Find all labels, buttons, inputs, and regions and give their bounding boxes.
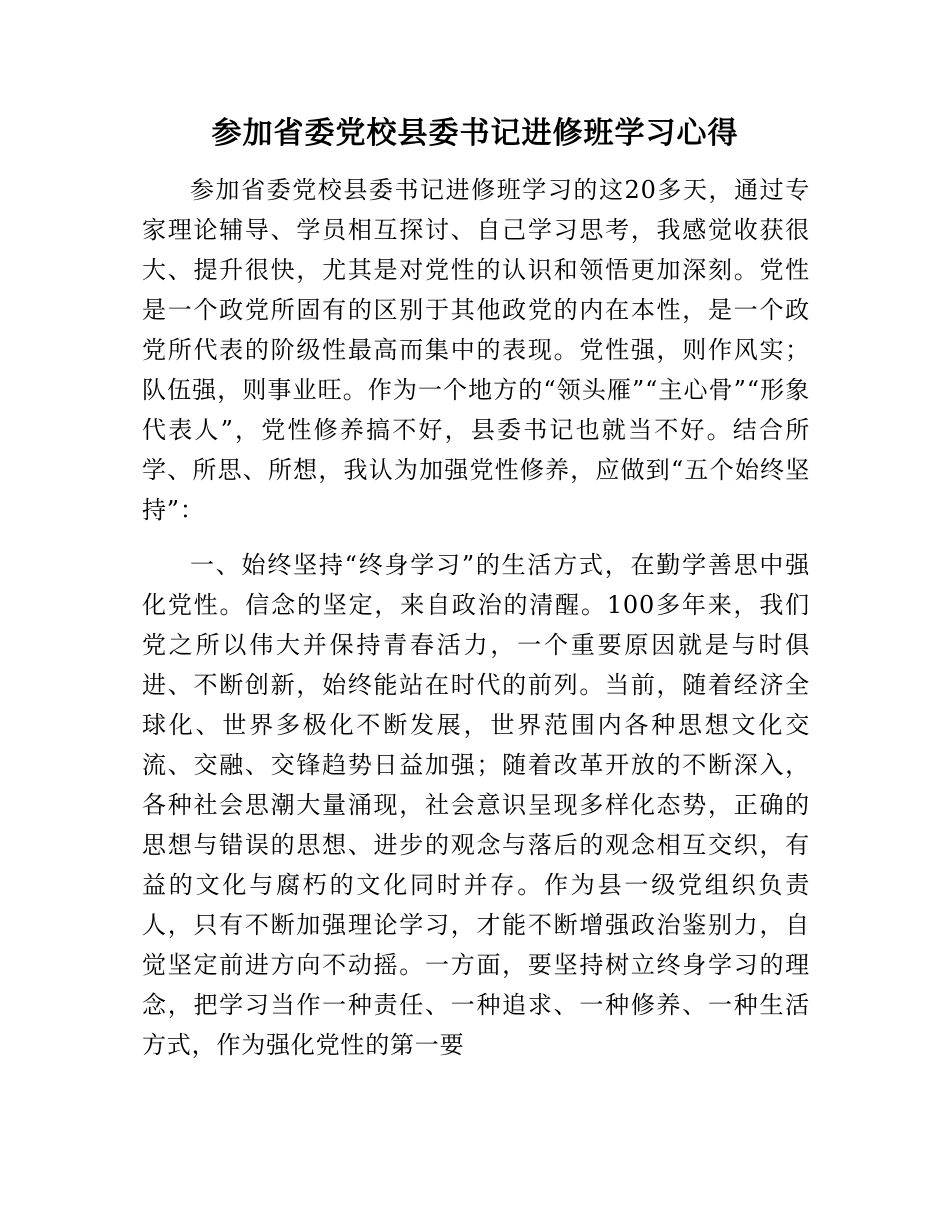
section-one-paragraph: 一、始终坚持“终身学习”的生活方式，在勤学善思中强化党性。信念的坚定，来自政治的清醒。100多年来，我们党之所以伟大并保持青春活力，一个重要原因就是与时俱进、不断创新，始终能站在时代的前列。当前，随着经济全球化、世界多极化不断发展，世界范围内各种思想文化交流、交融、交锋趋势日益加强；随着改革开放的不断深入，各种社会思潮大量涌现，社会意识呈现多样化态势，正确的思想与错误的思想、进步的观念与落后的观念相互交织，有益的文化与腐朽的文化同时并存。作为县一级党组织负责人，只有不断加强理论学习，才能不断增强政治鉴别力，自觉坚定前进方向不动摇。一方面，要坚持树立终身学习的理念，把学习当作一种责任、一种追求、一种修养、一种生活方式，作为强化党性的第一要 bbox=[142, 551, 810, 1059]
intro-paragraph: 参加省委党校县委书记进修班学习的这20多天，通过专家理论辅导、学员相互探讨、自己学习思考，我感觉收获很大、提升很快，尤其是对党性的认识和领悟更加深刻。党性是一个政党所固有的区别于其他政党的内在本性，是一个政党所代表的阶级性最高而集中的表现。党性强，则作风实；队伍强，则事业旺。作为一个地方的“领头雁”“主心骨”“形象代表人”，党性修养搞不好，县委书记也就当不好。结合所学、所思、所想，我认为加强党性修养，应做到“五个始终坚持”： bbox=[142, 176, 810, 524]
document-title: 参加省委党校县委书记进修班学习心得 bbox=[211, 116, 739, 151]
document-body bbox=[142, 170, 810, 1065]
